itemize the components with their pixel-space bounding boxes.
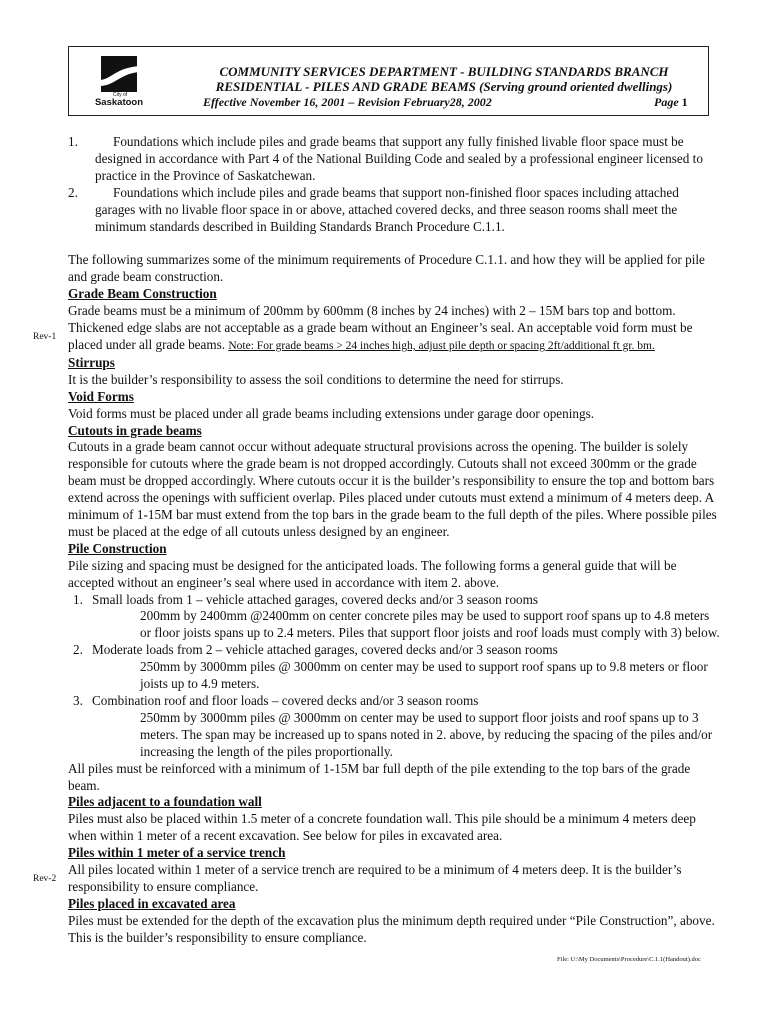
- pile-load-item: 2. Moderate loads from 2 – vehicle attached garages, covered decks and/or 3 season rooms: [73, 642, 558, 658]
- section-text: All piles located within 1 meter of a service trench are required to be a minimum of 4 meters deep. It is the builder’s responsibility to ensure compliance.: [68, 862, 682, 894]
- section-heading: Grade Beam Construction: [68, 286, 217, 302]
- section-text: Pile sizing and spacing must be designed for the anticipated loads. The following forms a general guide that will be accepted without an engineer’s seal where used in accordance with item 2. above.: [68, 557, 677, 590]
- file-path-footer: File: U:\My Documents\Procedure\C.1.1(Handout).doc: [557, 956, 701, 963]
- section-text: Piles must also be placed within 1.5 meter of a concrete foundation wall. This pile should be a minimum 4 meters deep when within 1 meter of a recent excavation. See below for piles in excavated area.: [68, 811, 696, 844]
- pile-load-detail: 250mm by 3000mm piles @ 3000mm on center may be used to support floor joists and roof spans up to 3 meters. The span may be increased up to spans noted in 2. above, by reducing the spacing of the piles and/or increasing the length of the piles proportionally.: [140, 709, 713, 759]
- section-heading: Pile Construction: [68, 540, 167, 556]
- grade-beam-note: Note: For grade beams > 24 inches high, adjust pile depth or spacing 2ft/additional ft gr. bm.: [228, 339, 655, 352]
- intro-paragraph: The following summarizes some of the minimum requirements of Procedure C.1.1. and how they will be applied for pile and grade beam construction.: [68, 252, 705, 285]
- section-text: Piles must be extended for the depth of the excavation plus the minimum depth required under “Pile Construction”, above. This is the builder’s responsibility to ensure compliance.: [68, 912, 715, 945]
- pile-load-item: 3. Combination roof and floor loads – covered decks and/or 3 season rooms: [73, 693, 479, 708]
- section-text: Grade beams must be a minimum of 200mm by 600mm (8 inches by 24 inches) with 2 – 15M bars top and bottom. Thickened edge slabs are not acceptable as a grade beam without an Engineer’s seal. An acceptable void form must be placed under all grade beams. Note: For grade beams > 24 inches high, adjust pile depth or spacing 2ft/additional ft gr. bm.: [68, 303, 693, 352]
- list-item: 2. Foundations which include piles and grade beams that support non-finished floor spaces including attached garages with no livable floor space in or above, attached covered decks, and three season rooms shall meet the minimum standards described in Building Standards Branch Procedure C.1.1.: [68, 184, 679, 234]
- revision-note-2: Rev-2: [33, 874, 57, 884]
- page-number: Page 1: [654, 95, 688, 109]
- document-header: [68, 46, 709, 116]
- section-heading: Piles within 1 meter of a service trench: [68, 845, 286, 861]
- section-heading: Piles adjacent to a foundation wall: [68, 794, 262, 810]
- pile-load-item: 1. Small loads from 1 – vehicle attached garages, covered decks and/or 3 season rooms: [73, 591, 539, 607]
- document-body: [68, 134, 720, 947]
- header-department: COMMUNITY SERVICES DEPARTMENT - BUILDING STANDARDS BRANCH: [219, 64, 669, 79]
- logo-city-name: Saskatoon: [94, 97, 144, 108]
- revision-note-1: Rev-1: [33, 332, 57, 342]
- section-text: Void forms must be placed under all grade beams including extensions under garage door openings.: [68, 405, 595, 421]
- list-item: 1. Foundations which include piles and grade beams that support any fully finished livable floor space must be designed in accordance with Part 4 of the National Building Code and sealed by a professional engineer licensed to practice in the Province of Saskatchewan.: [68, 134, 703, 183]
- section-heading: Void Forms: [68, 388, 134, 404]
- section-text: All piles must be reinforced with a minimum of 1-15M bar full depth of the pile extending to the top bars of the grade beam.: [68, 760, 691, 793]
- header-title: RESIDENTIAL - PILES AND GRADE BEAMS (Serving ground oriented dwellings): [215, 79, 673, 94]
- logo-city-of: City of: [113, 92, 128, 98]
- section-heading: Stirrups: [68, 354, 115, 370]
- section-heading: Cutouts in grade beams: [68, 422, 202, 438]
- pile-load-detail: 200mm by 2400mm @2400mm on center concrete piles may be used to support roof spans up to 4.8 meters or floor joists spans up to 2.4 meters. Piles that support floor joists and roof loads must comply with 3) below.: [140, 608, 720, 641]
- header-effective-date: Effective November 16, 2001 – Revision February28, 2002: [203, 95, 492, 109]
- section-text: It is the builder’s responsibility to assess the soil conditions to determine the need for stirrups.: [68, 371, 564, 387]
- saskatoon-logo: [91, 56, 147, 112]
- pile-load-detail: 250mm by 3000mm piles @ 3000mm on center may be used to support roof spans up to 9.8 meters or floor joists up to 4.9 meters.: [140, 659, 708, 692]
- section-text: Cutouts in a grade beam cannot occur without adequate structural provisions across the opening. The builder is solely responsible for cutouts where the grade beam is not dropped accordingly. Cutouts shall not exceed 300mm or the grade beam must be dropped accordingly. Where cutouts occur it is the builder’s responsibility to ensure the top and bottom bars extend across the openings with sufficient overlap. Piles placed under cutouts must extend a minimum of 4 meters deep. A minimum of 1-15M bar must extend from the top bars in the grade beam to the full depth of the piles. Where possible piles must be placed at the edge of all cutouts unless designed by an engineer.: [68, 439, 717, 539]
- city-emblem-icon: [101, 56, 137, 92]
- section-heading: Piles placed in excavated area: [68, 895, 236, 911]
